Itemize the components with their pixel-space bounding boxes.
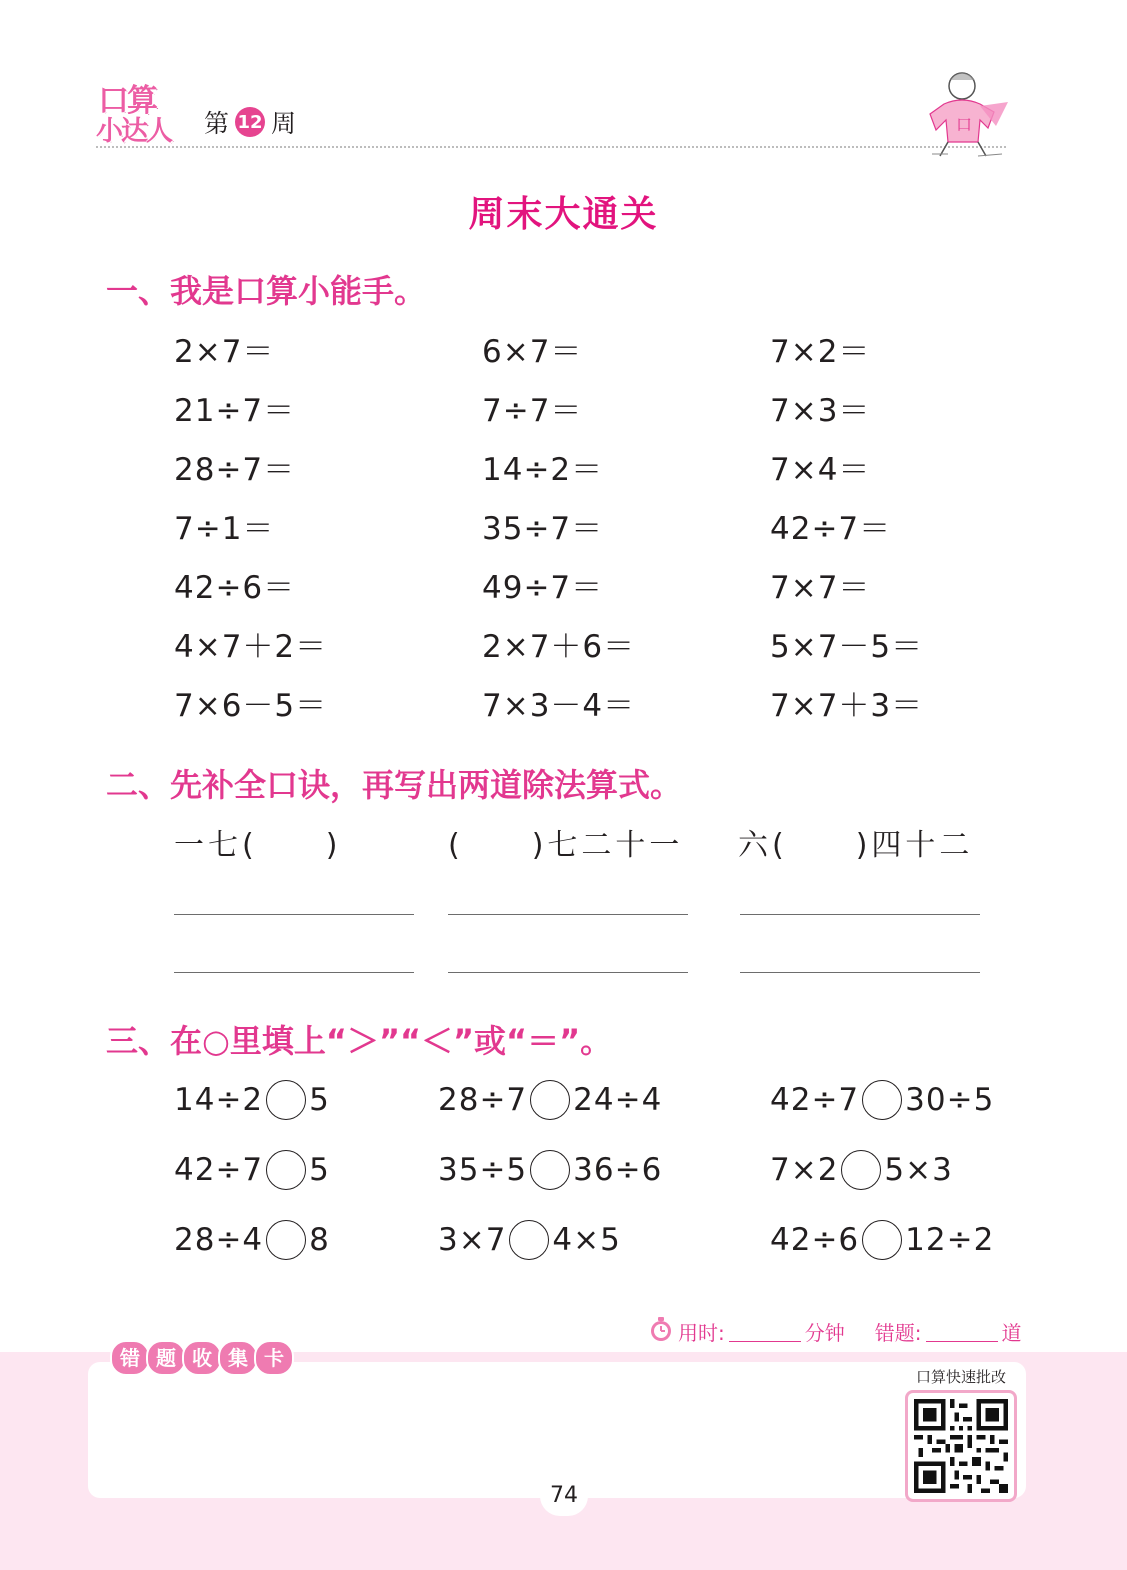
- compare-right: 36÷6: [573, 1152, 663, 1188]
- week-number-badge: 12: [235, 107, 265, 137]
- mascot-icon: [922, 68, 1014, 160]
- compare-right: 24÷4: [573, 1082, 663, 1118]
- equation: 35÷7＝: [482, 511, 604, 547]
- header-divider: [96, 146, 1006, 148]
- equation: 2×7＋6＝: [482, 629, 636, 665]
- section3-heading: 三、在○里填上“＞”“＜”或“＝”。: [106, 1022, 613, 1060]
- qr-code-icon[interactable]: [905, 1390, 1017, 1502]
- compare-right: 12÷2: [905, 1222, 995, 1258]
- equation: 5×7－5＝: [770, 629, 924, 665]
- time-label: 用时:: [678, 1321, 725, 1345]
- compare-item: [174, 1150, 330, 1190]
- section1-heading: 一、我是口算小能手。: [106, 272, 427, 310]
- logo-line-2: 小达人: [96, 116, 171, 147]
- qr-section: [902, 1366, 1020, 1492]
- compare-item: [438, 1150, 662, 1190]
- logo-line-1: 口算: [98, 83, 156, 119]
- time-blank[interactable]: [729, 1321, 801, 1342]
- errors-label: 错题:: [874, 1321, 922, 1345]
- equation: 7×7＝: [770, 570, 871, 606]
- errors-unit: 道: [1001, 1321, 1022, 1345]
- compare-left: 14÷2: [174, 1082, 264, 1118]
- equation: 7×3＝: [770, 393, 871, 429]
- compare-circle[interactable]: [266, 1220, 306, 1260]
- compare-circle[interactable]: [266, 1150, 306, 1190]
- equation: 4×7＋2＝: [174, 629, 328, 665]
- week-prefix: 第: [204, 109, 230, 138]
- card-label-char: 错: [110, 1340, 150, 1376]
- page-number: 74: [540, 1476, 588, 1516]
- compare-left: 28÷4: [174, 1222, 264, 1258]
- compare-item: [438, 1220, 621, 1260]
- time-unit: 分钟: [804, 1321, 845, 1345]
- equation: 2×7＝: [174, 334, 275, 370]
- equation: 7×3－4＝: [482, 688, 636, 724]
- equation: 42÷7＝: [770, 511, 892, 547]
- answer-line[interactable]: [740, 914, 980, 915]
- compare-left: 7×2: [770, 1152, 839, 1188]
- logo: [96, 83, 178, 150]
- compare-right: 30÷5: [905, 1082, 995, 1118]
- equation: 49÷7＝: [482, 570, 604, 606]
- compare-circle[interactable]: [530, 1080, 570, 1120]
- compare-item: [438, 1080, 662, 1120]
- equation: 42÷6＝: [174, 570, 296, 606]
- equation: 14÷2＝: [482, 452, 604, 488]
- compare-circle[interactable]: [266, 1080, 306, 1120]
- compare-circle[interactable]: [862, 1080, 902, 1120]
- rhyme-item: ( )七二十一: [448, 828, 684, 863]
- compare-left: 28÷7: [438, 1082, 528, 1118]
- week-suffix: 周: [271, 109, 297, 138]
- answer-line[interactable]: [448, 972, 688, 973]
- answer-line[interactable]: [174, 914, 414, 915]
- compare-item: [174, 1080, 330, 1120]
- equation: 7÷7＝: [482, 393, 583, 429]
- compare-circle[interactable]: [862, 1220, 902, 1260]
- page-title: 周末大通关: [468, 194, 659, 235]
- week-indicator: [204, 104, 296, 140]
- card-label-char: 收: [182, 1340, 222, 1376]
- compare-item: [770, 1080, 994, 1120]
- rhyme-item: 一七( ): [174, 828, 342, 863]
- compare-left: 42÷6: [770, 1222, 860, 1258]
- equation: 7×7＋3＝: [770, 688, 924, 724]
- compare-item: [174, 1220, 330, 1260]
- compare-left: 35÷5: [438, 1152, 528, 1188]
- compare-item: [770, 1150, 953, 1190]
- qr-label: 口算快速批改: [915, 1368, 1006, 1386]
- equation: 28÷7＝: [174, 452, 296, 488]
- equation: 6×7＝: [482, 334, 583, 370]
- error-card-label: [110, 1340, 290, 1376]
- answer-line[interactable]: [448, 914, 688, 915]
- compare-circle[interactable]: [841, 1150, 881, 1190]
- answer-line[interactable]: [740, 972, 980, 973]
- equation: 7×2＝: [770, 334, 871, 370]
- card-label-char: 集: [218, 1340, 258, 1376]
- compare-right: 5: [309, 1152, 330, 1188]
- compare-circle[interactable]: [530, 1150, 570, 1190]
- equation: 7×6－5＝: [174, 688, 328, 724]
- compare-right: 4×5: [552, 1222, 621, 1258]
- compare-right: 5×3: [884, 1152, 953, 1188]
- equation: 7×4＝: [770, 452, 871, 488]
- errors-blank[interactable]: [926, 1321, 998, 1342]
- equation: 7÷1＝: [174, 511, 275, 547]
- svg-text:口: 口: [956, 115, 973, 134]
- timer-row: [648, 1316, 1022, 1347]
- compare-right: 8: [309, 1222, 330, 1258]
- compare-left: 42÷7: [770, 1082, 860, 1118]
- rhyme-item: 六( )四十二: [738, 828, 974, 863]
- card-label-char: 题: [146, 1340, 186, 1376]
- section2-heading: 二、先补全口诀，再写出两道除法算式。: [106, 766, 683, 804]
- equation: 21÷7＝: [174, 393, 296, 429]
- answer-line[interactable]: [174, 972, 414, 973]
- compare-left: 3×7: [438, 1222, 507, 1258]
- compare-circle[interactable]: [509, 1220, 549, 1260]
- card-label-char: 卡: [254, 1340, 294, 1376]
- stopwatch-icon: [648, 1316, 674, 1347]
- compare-left: 42÷7: [174, 1152, 264, 1188]
- compare-item: [770, 1220, 994, 1260]
- compare-right: 5: [309, 1082, 330, 1118]
